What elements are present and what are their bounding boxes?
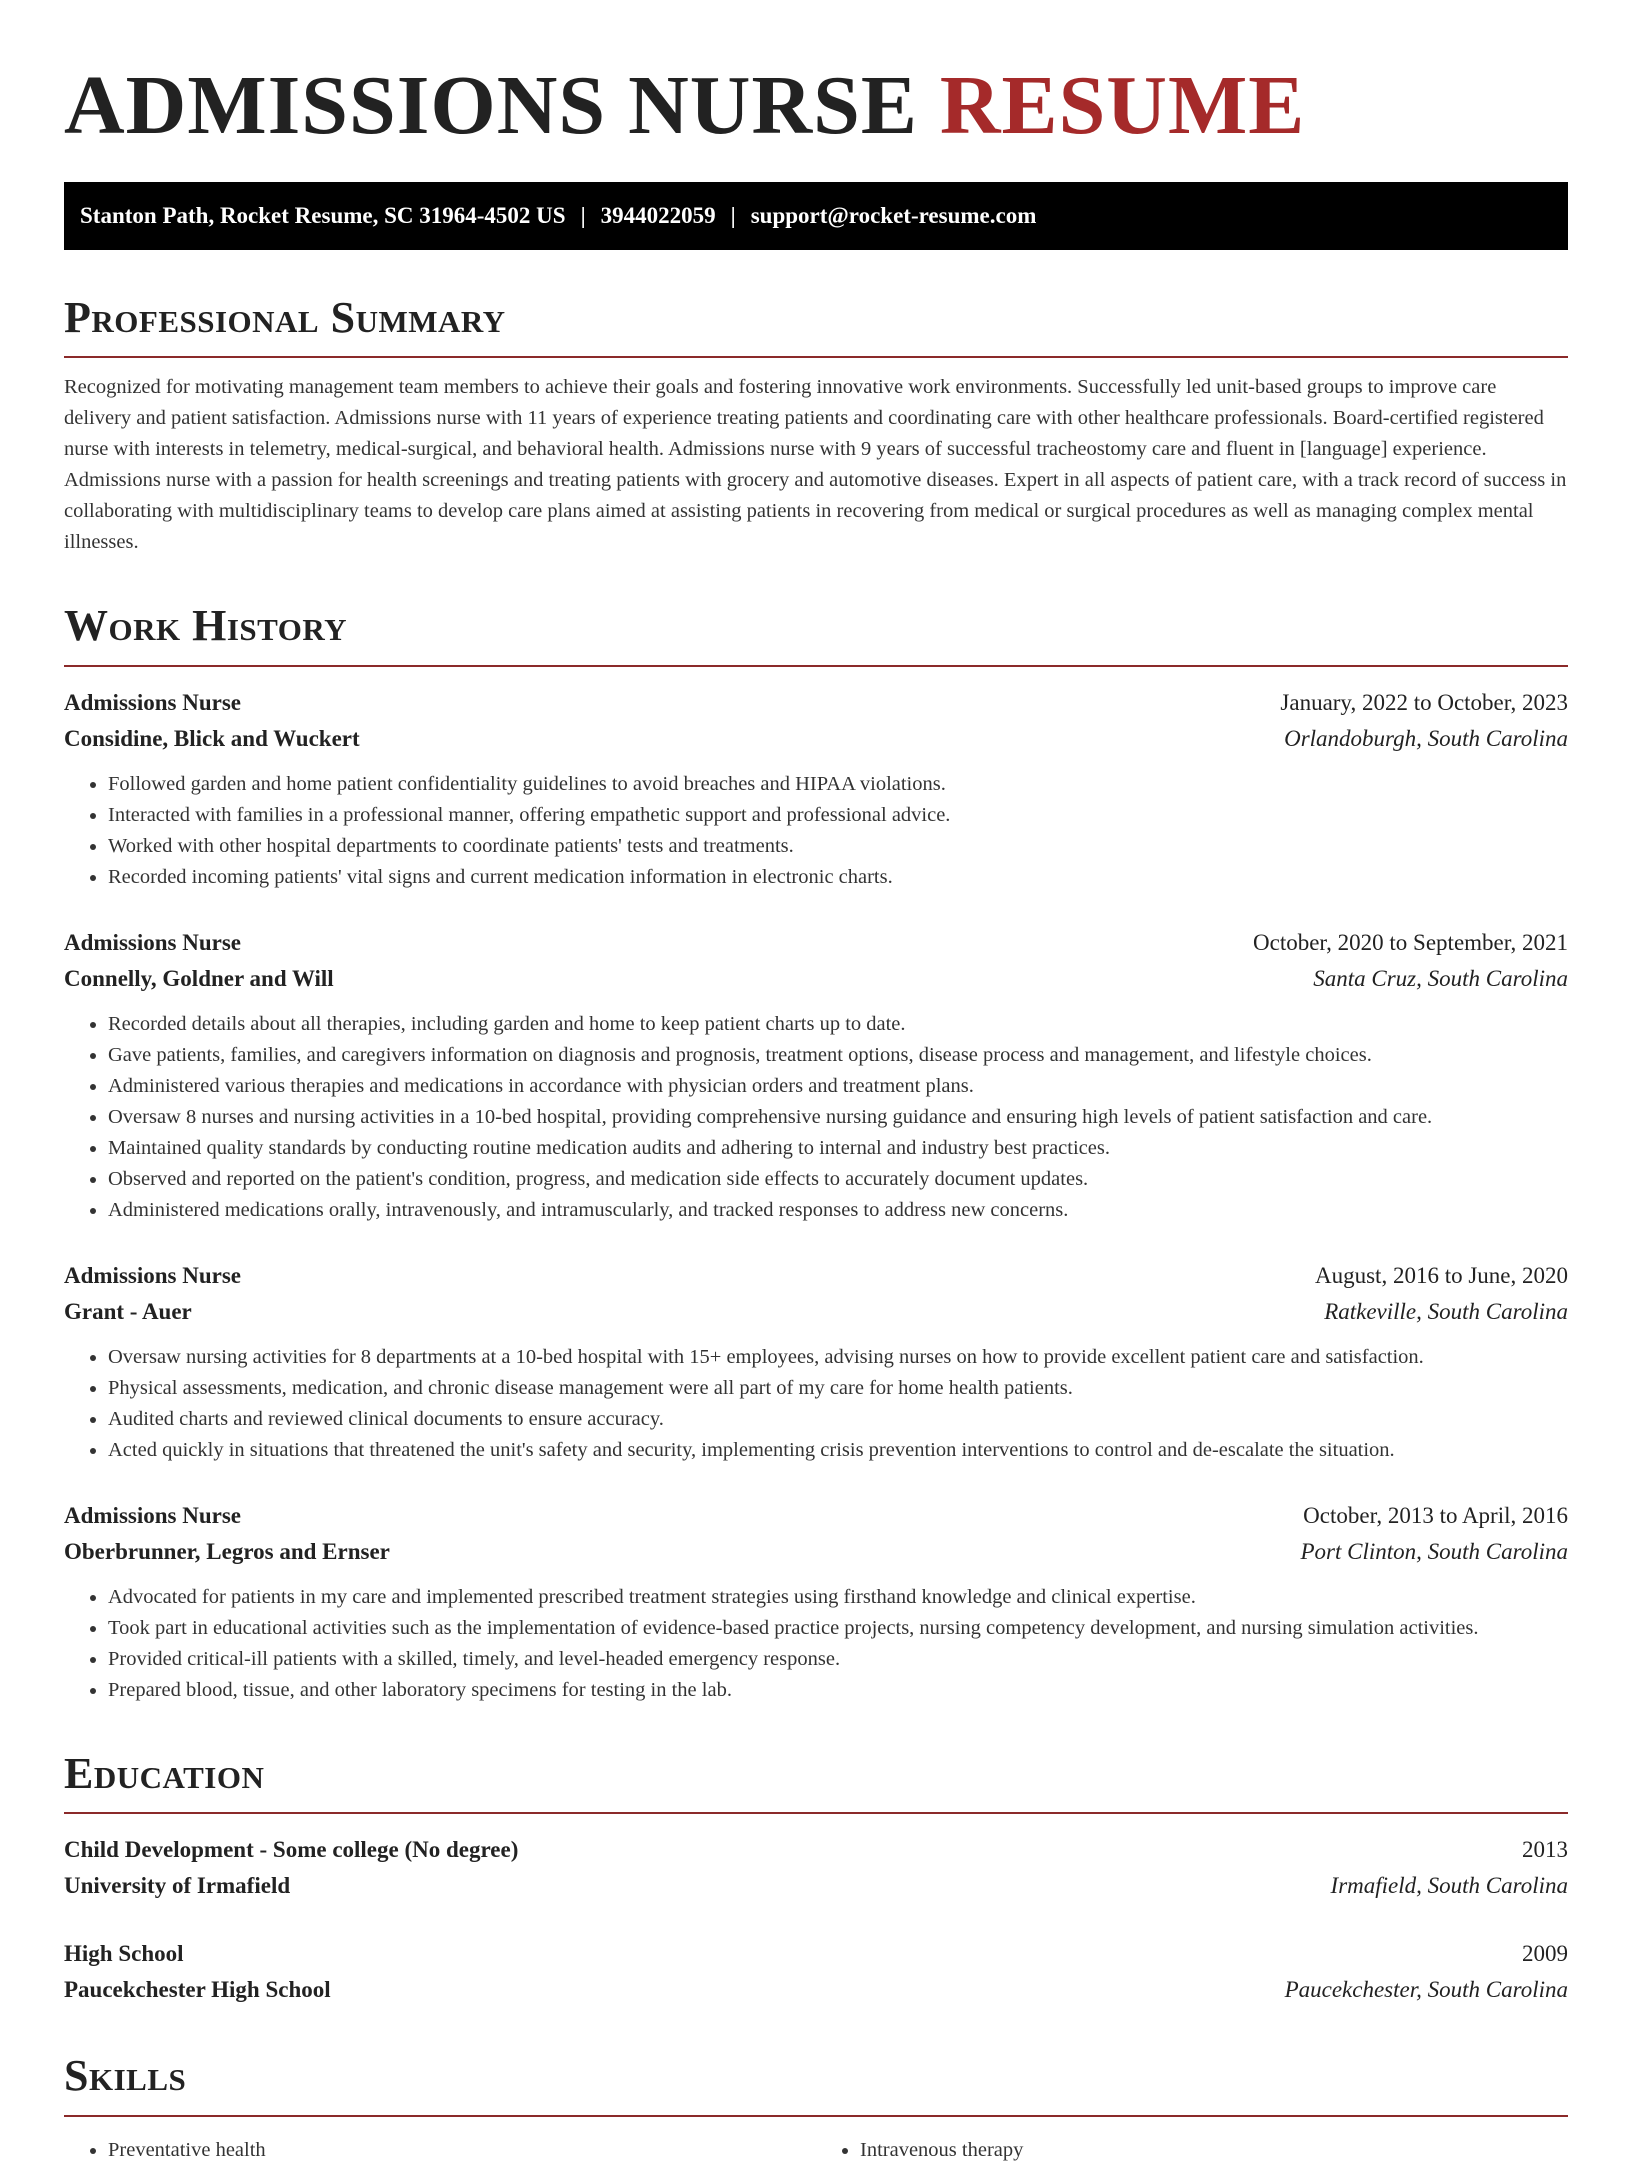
education-year: 2013 bbox=[1522, 1837, 1568, 1863]
job-bullet: • Administered various therapies and medications in accordance with physician orders and treatment plans. bbox=[108, 1071, 1568, 1102]
work-history-heading: Work History bbox=[64, 601, 348, 651]
job-list bbox=[64, 685, 1568, 1706]
job-bullet-list bbox=[64, 1582, 1568, 1706]
job-company: Grant - Auer bbox=[64, 1298, 192, 1324]
job-location: Ratkeville, South Carolina bbox=[1324, 1298, 1568, 1324]
skill-item: • Preventative health bbox=[108, 2135, 816, 2166]
job-dates: August, 2016 to June, 2020 bbox=[1315, 1262, 1568, 1288]
skills-right-column bbox=[816, 2135, 1568, 2166]
education-list bbox=[64, 1832, 1568, 2008]
resume-title bbox=[64, 56, 1568, 152]
education-degree: Child Development - Some college (No degree) bbox=[64, 1837, 519, 1863]
job-bullet-list bbox=[64, 1342, 1568, 1466]
section-divider bbox=[64, 2115, 1568, 2117]
skills-section bbox=[64, 2052, 1568, 2165]
summary-heading: Professional Summary bbox=[64, 293, 506, 342]
job-dates: October, 2020 to September, 2021 bbox=[1253, 929, 1568, 955]
job-location: Orlandoburgh, South Carolina bbox=[1284, 725, 1568, 751]
job-title-row bbox=[64, 685, 1568, 721]
job-title-row bbox=[64, 1258, 1568, 1294]
job-bullet: • Recorded details about all therapies, including garden and home to keep patient charts up to date. bbox=[108, 1009, 1568, 1040]
job-dates: January, 2022 to October, 2023 bbox=[1280, 689, 1568, 715]
job-bullet: • Maintained quality standards by conducting routine medication audits and adhering to internal and industry best practices. bbox=[108, 1133, 1568, 1164]
contact-bar bbox=[64, 182, 1568, 250]
job-location: Santa Cruz, South Carolina bbox=[1313, 965, 1568, 991]
job-company: Connelly, Goldner and Will bbox=[64, 965, 334, 991]
job-role: Admissions Nurse bbox=[64, 689, 242, 715]
job-bullet: • Oversaw nursing activities for 8 departments at a 10-bed hospital with 15+ employees, advising nurses on how to provide excellent patient care and satisfaction. bbox=[108, 1342, 1568, 1373]
job-bullet: • Observed and reported on the patient's condition, progress, and medication side effects to accurately document updates. bbox=[108, 1164, 1568, 1195]
job-role: Admissions Nurse bbox=[64, 1262, 242, 1288]
contact-separator: | bbox=[730, 203, 736, 228]
job-bullet: • Prepared blood, tissue, and other laboratory specimens for testing in the lab. bbox=[108, 1675, 1568, 1706]
job-entry bbox=[64, 925, 1568, 1226]
job-company-row bbox=[64, 721, 1568, 757]
job-role: Admissions Nurse bbox=[64, 1502, 242, 1528]
job-bullet: • Administered medications orally, intravenously, and intramuscularly, and tracked responses to address new concerns. bbox=[108, 1195, 1568, 1226]
job-bullet-list bbox=[64, 769, 1568, 893]
education-school: University of Irmafield bbox=[64, 1873, 291, 1899]
job-location: Port Clinton, South Carolina bbox=[1300, 1538, 1568, 1564]
skills-left-column bbox=[64, 2135, 816, 2166]
job-bullet: • Followed garden and home patient confidentiality guidelines to avoid breaches and HIPAA violations. bbox=[108, 769, 1568, 800]
job-bullet: • Oversaw 8 nurses and nursing activities in a 10-bed hospital, providing comprehensive nursing guidance and ensuring high levels of patient satisfaction and care. bbox=[108, 1102, 1568, 1133]
summary-section bbox=[64, 294, 1568, 558]
education-degree: High School bbox=[64, 1941, 184, 1967]
job-company: Considine, Blick and Wuckert bbox=[64, 725, 360, 751]
contact-address: Stanton Path, Rocket Resume, SC 31964-4502 US bbox=[80, 203, 566, 228]
title-main: ADMISSIONS NURSE bbox=[64, 59, 918, 152]
education-year: 2009 bbox=[1522, 1941, 1568, 1967]
skills-heading: Skills bbox=[64, 2051, 187, 2101]
section-divider bbox=[64, 665, 1568, 667]
skill-item: • Intravenous therapy bbox=[860, 2135, 1568, 2166]
education-heading: Education bbox=[64, 1748, 265, 1798]
section-divider bbox=[64, 356, 1568, 358]
education-school-row bbox=[64, 1868, 1568, 1904]
job-entry bbox=[64, 685, 1568, 893]
job-bullet: • Gave patients, families, and caregivers information on diagnosis and prognosis, treatment options, disease process and management, and lifestyle choices. bbox=[108, 1040, 1568, 1071]
title-accent: RESUME bbox=[939, 59, 1306, 152]
education-school: Paucekchester High School bbox=[64, 1977, 331, 2003]
job-title-row bbox=[64, 925, 1568, 961]
education-location: Irmafield, South Carolina bbox=[1330, 1873, 1568, 1899]
job-role: Admissions Nurse bbox=[64, 929, 242, 955]
job-bullet: • Provided critical-ill patients with a skilled, timely, and level-headed emergency response. bbox=[108, 1644, 1568, 1675]
contact-email[interactable]: support@rocket-resume.com bbox=[750, 203, 1037, 228]
education-entry bbox=[64, 1832, 1568, 1904]
education-section bbox=[64, 1750, 1568, 2008]
work-history-section bbox=[64, 602, 1568, 1705]
job-bullet: • Audited charts and reviewed clinical documents to ensure accuracy. bbox=[108, 1404, 1568, 1435]
job-dates: October, 2013 to April, 2016 bbox=[1303, 1502, 1568, 1528]
education-school-row bbox=[64, 1972, 1568, 2008]
job-company-row bbox=[64, 961, 1568, 997]
job-entry bbox=[64, 1498, 1568, 1706]
job-title-row bbox=[64, 1498, 1568, 1534]
contact-phone: 3944022059 bbox=[600, 203, 716, 228]
job-bullet: • Acted quickly in situations that threatened the unit's safety and security, implementing crisis prevention interventions to control and de-escalate the situation. bbox=[108, 1435, 1568, 1466]
job-bullet: • Recorded incoming patients' vital signs and current medication information in electronic charts. bbox=[108, 862, 1568, 893]
job-bullet: • Advocated for patients in my care and implemented prescribed treatment strategies using firsthand knowledge and clinical expertise. bbox=[108, 1582, 1568, 1613]
contact-separator: | bbox=[580, 203, 586, 228]
section-divider bbox=[64, 1812, 1568, 1814]
job-company-row bbox=[64, 1534, 1568, 1570]
job-bullet: • Worked with other hospital departments to coordinate patients' tests and treatments. bbox=[108, 831, 1568, 862]
education-location: Paucekchester, South Carolina bbox=[1284, 1977, 1568, 2003]
skills-columns bbox=[64, 2135, 1568, 2166]
job-bullet: • Interacted with families in a professional manner, offering empathetic support and professional advice. bbox=[108, 800, 1568, 831]
summary-text: Recognized for motivating management team members to achieve their goals and fostering innovative work environments. Successfully led unit-based groups to improve care delivery and patient satisfaction. Admissions nurse with 11 years of experience treating patients and coordinating care with other healthcare professionals. Board-certified registered nurse with interests in telemetry, medical-surgical, and behavioral health. Admissions nurse with 9 years of successful tracheostomy care and fluent in [language] experience. Admissions nurse with a passion for health screenings and treating patients with grocery and automotive diseases. Expert in all aspects of patient care, with a track record of success in collaborating with multidisciplinary teams to develop care plans aimed at assisting patients in recovering from medical or surgical procedures as well as managing complex mental illnesses. bbox=[64, 376, 1567, 554]
education-entry bbox=[64, 1936, 1568, 2008]
education-degree-row bbox=[64, 1832, 1568, 1868]
job-bullet: • Took part in educational activities such as the implementation of evidence-based practice projects, nursing competency development, and nursing simulation activities. bbox=[108, 1613, 1568, 1644]
education-degree-row bbox=[64, 1936, 1568, 1972]
job-company: Oberbrunner, Legros and Ernser bbox=[64, 1538, 390, 1564]
job-company-row bbox=[64, 1294, 1568, 1330]
job-bullet-list bbox=[64, 1009, 1568, 1226]
job-entry bbox=[64, 1258, 1568, 1466]
job-bullet: • Physical assessments, medication, and chronic disease management were all part of my care for home health patients. bbox=[108, 1373, 1568, 1404]
